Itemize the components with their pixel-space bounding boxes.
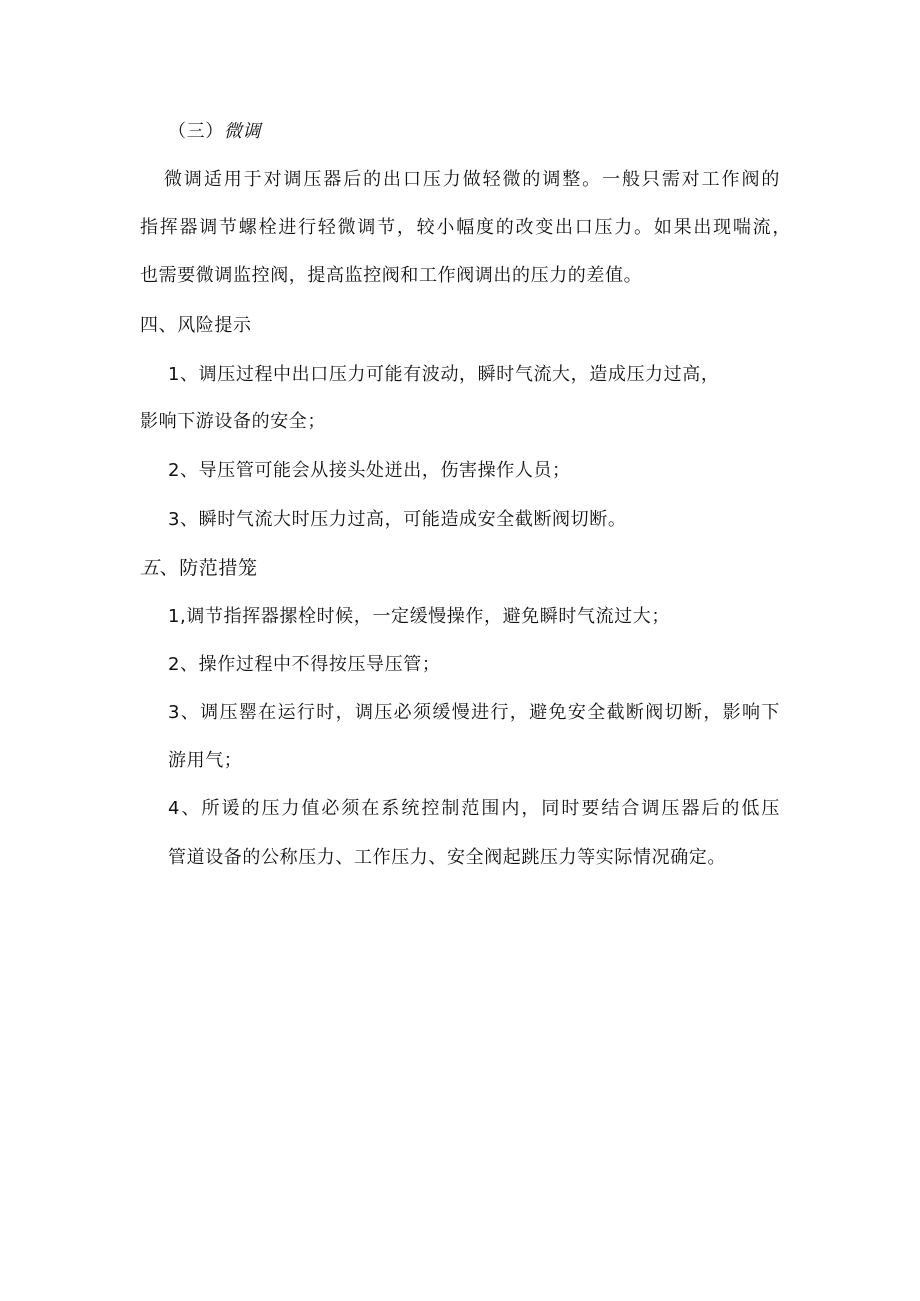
fine-tune-line-2: 指挥器调节螺栓进行轻微调节，较小幅度的改变出口压力。如果出现喘流， — [140, 217, 791, 238]
prevention-item-3: 3、调压罂在运行时，调压必须缓慢进行，避免安全截断阀切断，影响下 — [168, 702, 780, 723]
subsection-heading — [168, 120, 261, 144]
subsection-title: 微调 — [223, 121, 262, 142]
risk-item-3: 3、瞬时气流大时压力过高，可能造成安全截断阀切断。 — [168, 509, 627, 530]
prevention-item-2: 2、操作过程中不得按压导压管； — [168, 654, 441, 675]
prevention-item-1: 1,调节指挥器摞栓时候，一定缓慢操作，避免瞬时气流过大； — [168, 606, 670, 627]
prevention-heading-numeral: 五 — [140, 557, 160, 579]
risk-item-1-cont: 影响下游设备的安全； — [140, 411, 326, 432]
prevention-item-4: 4、所谖的压力值必须在系统控制范围内，同时要结合调压器后的低压 — [168, 798, 780, 819]
subsection-prefix: （三） — [168, 121, 224, 142]
fine-tune-line-3: 也需要微调监控阀，提高监控阀和工作阀调出的压力的差值。 — [140, 265, 643, 286]
risk-heading: 四、风险提示 — [140, 315, 252, 336]
prevention-item-3-cont: 游用气； — [168, 750, 243, 771]
prevention-item-4-cont: 管道设备的公称压力、工作压力、安全阀起跳压力等实际情况确定。 — [168, 847, 726, 868]
risk-item-1: 1、调压过程中出口压力可能有波动，瞬时气流大，造成压力过高， — [168, 364, 720, 385]
fine-tune-line-1: 微调适用于对调压器后的出口压力做轻微的调整。一般只需对工作阀的 — [164, 169, 780, 190]
risk-item-2: 2、导压管可能会从接头处迸出，伤害操作人员； — [168, 460, 571, 481]
prevention-heading-text: 、防范措笼 — [159, 557, 258, 579]
prevention-heading — [140, 556, 258, 580]
